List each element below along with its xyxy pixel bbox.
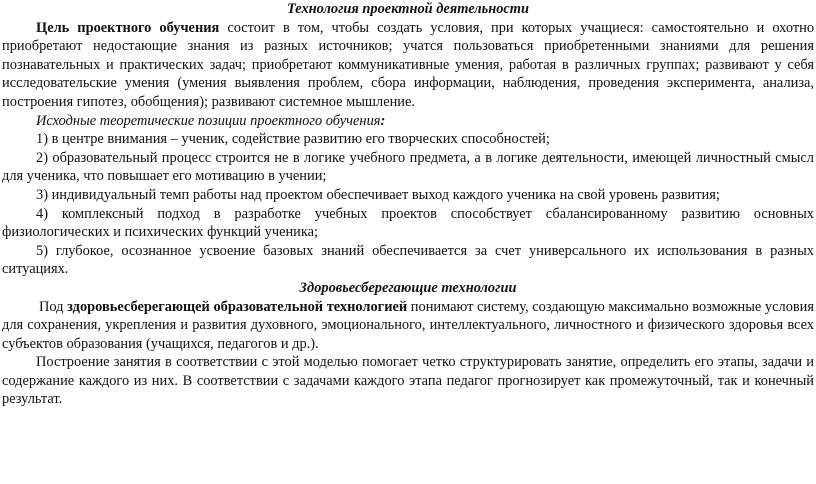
list-item-3: 3) индивидуальный темп работы над проектом обеспечивает выход каждого ученика на свой уровень развития; (36, 186, 720, 203)
goal-paragraph (2, 19, 814, 112)
positions-heading-colon: : (380, 112, 386, 129)
health-definition-text: понимают систему, создающую максимально возможные условия для сохранения, укрепления и развития духовного, эмоционального, интеллектуального, личностного и физического здоровья всех субъектов образования (учащихся, педагогов и др.). (2, 298, 815, 352)
positions-heading: Исходные теоретические позиции проектного обучения (36, 112, 381, 129)
list-item-1: 1) в центре внимания – ученик, содействие развитию его творческих способностей; (36, 131, 550, 148)
document-page (2, 0, 814, 409)
section-title-project-technology: Технология проектной деятельности (287, 1, 529, 17)
list-item-2: 2) образовательный процесс строится не в логике учебного предмета, а в логике деятельности, имеющей личностный смысл для ученика, что повышает его мотивацию в учении; (2, 149, 814, 185)
health-definition-lead: Под (39, 298, 68, 315)
list-item-4: 4) комплексный подход в разработке учебных проектов способствует сбалансированному развитию основных физиологических и психических функций ученика; (2, 205, 814, 241)
list-item-5: 5) глубокое, осознанное усвоение базовых знаний обеспечивается за счет универсального их использования в разных ситуациях. (2, 242, 814, 278)
lesson-structure-paragraph: Построение занятия в соответствии с этой моделью помогает четко структурировать занятие, определить его этапы, задачи и содержание каждого из них. В соответствии с задачами каждого этапа педагог прогнозирует как промежуточный, так и конечный результат. (2, 354, 814, 408)
goal-term: Цель проектного обучения (36, 19, 220, 36)
positions-heading-paragraph (2, 112, 814, 131)
health-definition-paragraph (2, 298, 814, 354)
section-title-health-technology: Здоровьесберегающие технологии (299, 279, 517, 296)
goal-text: состоит в том, чтобы создать условия, при которых учащиеся: самостоятельно и охотно приобретают недостающие знания из разных источников; учатся пользоваться приобретенными знаниями для решения познавательных и практических задач; приобретают коммуникативные умения, работая в различных группах; развивают у себя исследовательские умения (умения выявления проблем, сбора информации, наблюдения, проведения эксперимента, анализа, построения гипотез, обобщения); развивают системное мышление. (2, 19, 815, 110)
health-definition-term: здоровьесберегающей образовательной технологией (67, 298, 408, 315)
